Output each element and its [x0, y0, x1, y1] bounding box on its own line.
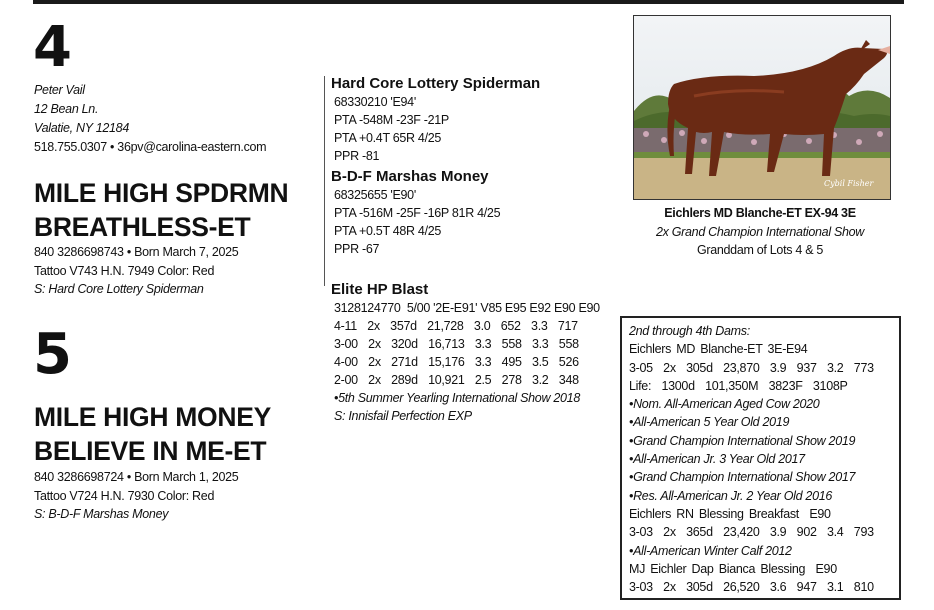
dam-record-line: 3-05 2x 305d 23,870 3.9 937 3.2 773: [629, 360, 874, 375]
lot4-sire: S: Hard Core Lottery Spiderman: [34, 282, 204, 296]
dam-record: 2-00 2x 289d 10,921 2.5 278 3.2 348: [334, 373, 579, 387]
lot5-registration: 840 3286698724 • Born March 1, 2025: [34, 470, 239, 484]
dams-heading: 2nd through 4th Dams:: [629, 324, 750, 338]
top-rule: [33, 0, 904, 4]
lot5-name-line2: BELIEVE IN ME-ET: [34, 436, 267, 466]
consignor-city: Valatie, NY 12184: [34, 121, 129, 135]
sire1-line: PTA -548M -23F -21P: [334, 113, 449, 127]
dam-record-line: Life: 1300d 101,350M 3823F 3108P: [629, 378, 848, 393]
lot5-info: [34, 468, 238, 524]
photo-caption: [620, 204, 900, 260]
dam-award-line: •All-American Jr. 3 Year Old 2017: [629, 452, 805, 467]
sire1-line: PTA +0.4T 65R 4/25: [334, 131, 442, 145]
dam-award-line: •Grand Champion International Show 2017: [629, 470, 856, 485]
sire2-line: PPR -67: [334, 242, 380, 256]
dam-award-line: •All-American 5 Year Old 2019: [629, 415, 790, 430]
dam-record-line: 3-03 2x 365d 23,420 3.9 902 3.4 793: [629, 525, 874, 540]
consignor-name: Peter Vail: [34, 83, 85, 97]
dam-record-line: Eichlers RN Blessing Breakfast E90: [629, 506, 831, 521]
dam-record: 3-00 2x 320d 16,713 3.3 558 3.3 558: [334, 337, 579, 351]
dam-award-line: •Res. All-American Jr. 2 Year Old 2016: [629, 488, 833, 503]
dam-name: Elite HP Blast: [331, 281, 429, 298]
sire2-block: [331, 167, 500, 258]
sire1-line: PPR -81: [334, 149, 380, 163]
lot4-tattoo: Tattoo V743 H.N. 7949 Color: Red: [34, 263, 215, 278]
lot5-tattoo: Tattoo V724 H.N. 7930 Color: Red: [34, 488, 215, 503]
dam-sire: S: Innisfail Perfection EXP: [334, 409, 472, 423]
lot-number-4: 4: [33, 15, 71, 80]
dam-record: 4-00 2x 271d 15,176 3.3 495 3.5 526: [334, 355, 579, 369]
dam-award-line: •Nom. All-American Aged Cow 2020: [629, 397, 820, 412]
consignor-contact: 518.755.0307 • 36pv@carolina-eastern.com: [34, 140, 267, 154]
dam-record-line: 3-03 2x 305d 26,520 3.6 947 3.1 810: [629, 580, 874, 595]
dam-award-line: •All-American Winter Calf 2012: [629, 543, 792, 558]
lot4-name-line1: MILE HIGH SPDRMN: [34, 178, 289, 208]
lot5-name-line1: MILE HIGH MONEY: [34, 402, 271, 432]
sire1-line: 68330210 'E94': [334, 95, 416, 109]
dam-line: 3128124770 5/00 '2E-E91' V85 E95 E92 E90 E90: [334, 301, 600, 315]
dam-block: [331, 280, 600, 425]
sire1-block: [331, 74, 540, 165]
caption-relation: Granddam of Lots 4 & 5: [696, 243, 824, 257]
lot4-info: [34, 243, 238, 299]
cow-photo-illustration: [634, 16, 890, 199]
lot4-animal-name: [34, 176, 288, 244]
lot4-name-line2: BREATHLESS-ET: [34, 212, 251, 242]
dam-record-line: Eichlers MD Blanche-ET 3E-E94: [629, 342, 808, 357]
dams-box: [620, 316, 901, 600]
caption-award: 2x Grand Champion International Show: [655, 224, 865, 239]
lot4-registration: 840 3286698743 • Born March 7, 2025: [34, 245, 239, 259]
consignor-address: [34, 81, 266, 157]
lot5-sire: S: B-D-F Marshas Money: [34, 507, 169, 521]
lot5-animal-name: [34, 400, 271, 468]
dam-award: •5th Summer Yearling International Show 2018: [334, 391, 580, 405]
caption-cow-name: Eichlers MD Blanche-ET EX-94 3E: [664, 206, 856, 220]
cow-photo: [633, 15, 891, 200]
sire2-name: B-D-F Marshas Money: [331, 168, 489, 185]
sire2-line: PTA -516M -25F -16P 81R 4/25: [334, 206, 501, 220]
sire2-line: 68325655 'E90': [334, 188, 416, 202]
dam-record: 4-11 2x 357d 21,728 3.0 652 3.3 717: [334, 319, 578, 333]
dam-record-line: MJ Eichler Dap Bianca Blessing E90: [629, 561, 837, 576]
photographer-signature: Cybil Fisher: [824, 179, 874, 188]
sire1-name: Hard Core Lottery Spiderman: [331, 75, 541, 92]
sire2-line: PTA +0.5T 48R 4/25: [334, 224, 442, 238]
dam-award-line: •Grand Champion International Show 2019: [629, 433, 856, 448]
lot-number-5: 5: [33, 322, 71, 387]
dams-lines: [629, 340, 892, 596]
consignor-street: 12 Bean Ln.: [34, 102, 99, 116]
